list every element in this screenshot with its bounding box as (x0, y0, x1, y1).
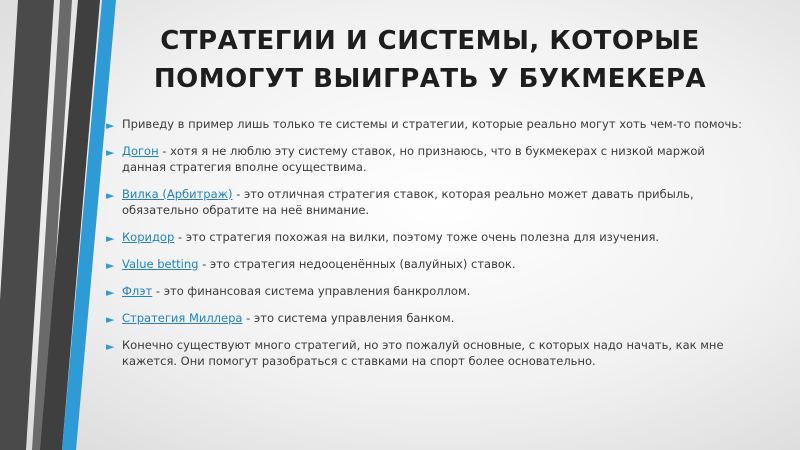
triangle-bullet-icon: ► (106, 286, 115, 299)
item-text: - это стратегия недооценённых (валуйных) ставок. (198, 257, 516, 271)
strategy-link-miller[interactable]: Стратегия Миллера (122, 311, 243, 325)
triangle-bullet-icon: ► (106, 189, 115, 202)
title-line-1: СТРАТЕГИИ И СИСТЕМЫ, КОТОРЫЕ (160, 26, 700, 56)
list-item (103, 256, 743, 272)
list-item (103, 186, 743, 218)
strategy-link-value-betting[interactable]: Value betting (122, 257, 199, 271)
triangle-bullet-icon: ► (106, 232, 115, 245)
item-text: - это отличная стратегия ставок, которая реально может давать прибыль, обязательно обратите на неё внимание. (122, 187, 694, 217)
triangle-bullet-icon: ► (106, 340, 115, 353)
triangle-bullet-icon: ► (106, 313, 115, 326)
triangle-bullet-icon: ► (106, 119, 115, 132)
list-item (103, 283, 743, 299)
list-item (103, 337, 743, 369)
item-text: - хотя я не люблю эту систему ставок, но признаюсь, что в букмекерах с низкой маржой данная стратегия вполне осуществима. (122, 144, 705, 174)
list-item (103, 116, 743, 132)
list-item (103, 310, 743, 326)
item-text: - это стратегия похожая на вилки, поэтому тоже очень полезна для изучения. (174, 230, 660, 244)
triangle-bullet-icon: ► (106, 259, 115, 272)
strategy-link-flat[interactable]: Флэт (122, 284, 153, 298)
item-text: - это система управления банком. (242, 311, 455, 325)
list-item (103, 229, 743, 245)
strategy-link-vilka[interactable]: Вилка (Арбитраж) (122, 187, 233, 201)
strategy-link-dogon[interactable]: Догон (122, 144, 159, 158)
triangle-bullet-icon: ► (106, 146, 115, 159)
strategy-link-koridor[interactable]: Коридор (122, 230, 175, 244)
item-text: Приведу в пример лишь только те системы и стратегии, которые реально могут хоть чем-то помочь: (122, 117, 742, 131)
item-text: Конечно существуют много стратегий, но это пожалуй основные, с которых надо начать, как мне кажется. Они помогут разобраться с ставками на спорт более основательно. (122, 338, 724, 368)
list-item (103, 143, 743, 175)
slide-title (110, 22, 750, 98)
strategy-list (103, 116, 743, 380)
title-line-2: ПОМОГУТ ВЫИГРАТЬ У БУКМЕКЕРА (153, 64, 707, 94)
item-text: - это финансовая система управления банкроллом. (152, 284, 471, 298)
